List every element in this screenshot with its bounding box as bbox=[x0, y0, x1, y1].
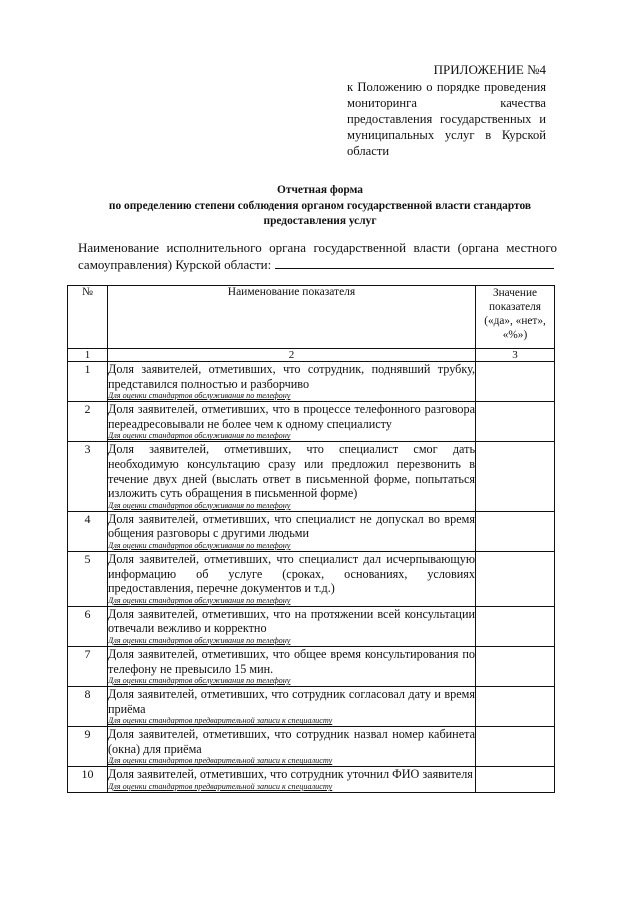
table-row bbox=[68, 606, 555, 646]
table-row bbox=[68, 402, 555, 442]
table-row bbox=[68, 646, 555, 686]
indicators-table bbox=[67, 285, 555, 793]
row-description bbox=[108, 606, 476, 646]
header-value: Значение показателя («да», «нет», «%») bbox=[476, 286, 555, 349]
row-indicator-text: Доля заявителей, отметивших, что специалист смог дать необходимую консультацию сразу или предложил перезвонить в течение двух дней (выслать ответ в письменной форме, попытаться изложить суть обращения в письменной форме) bbox=[108, 442, 475, 501]
table-row bbox=[68, 687, 555, 727]
row-number: 1 bbox=[68, 362, 108, 402]
row-indicator-text: Доля заявителей, отметивших, что специалист дал исчерпывающую информацию об услуге (сроках, основаниях, условиях предоставления, перечне документов и т.д.) bbox=[108, 551, 475, 596]
appendix-title: ПРИЛОЖЕНИЕ №4 bbox=[433, 62, 546, 77]
table-row bbox=[68, 767, 555, 793]
row-indicator-text: Доля заявителей, отметивших, что сотрудник уточнил ФИО заявителя bbox=[108, 767, 473, 782]
appendix-text: к Положению о порядке проведения мониторинга качества предоставления государственных и муниципальных услуг в Курской области bbox=[347, 80, 546, 158]
org-name-blank[interactable] bbox=[275, 256, 554, 269]
row-number: 5 bbox=[68, 551, 108, 606]
org-name-field bbox=[78, 239, 557, 273]
table-header-row bbox=[68, 286, 555, 349]
row-description bbox=[108, 687, 476, 727]
column-number-row bbox=[68, 349, 555, 362]
row-number: 7 bbox=[68, 646, 108, 686]
org-name-label-2: самоуправления) Курской области: bbox=[78, 257, 272, 272]
row-description bbox=[108, 511, 476, 551]
header-name: Наименование показателя bbox=[108, 286, 476, 349]
row-value-cell[interactable] bbox=[476, 551, 555, 606]
row-value-cell[interactable] bbox=[476, 606, 555, 646]
row-description bbox=[108, 551, 476, 606]
row-number: 10 bbox=[68, 767, 108, 793]
row-number: 8 bbox=[68, 687, 108, 727]
row-indicator-text: Доля заявителей, отметивших, что сотрудник назвал номер кабинета (окна) для приёма bbox=[108, 727, 475, 756]
row-note: Для оценки стандартов обслуживания по телефону bbox=[108, 391, 291, 401]
table-row bbox=[68, 511, 555, 551]
row-number: 6 bbox=[68, 606, 108, 646]
row-value-cell[interactable] bbox=[476, 646, 555, 686]
form-title-line-1: Отчетная форма bbox=[277, 184, 363, 196]
row-note: Для оценки стандартов обслуживания по телефону bbox=[108, 635, 291, 645]
col-number-3: 3 bbox=[476, 349, 555, 362]
row-note: Для оценки стандартов предварительной записи к специалисту bbox=[108, 756, 333, 766]
row-note: Для оценки стандартов обслуживания по телефону bbox=[108, 431, 291, 441]
table-row bbox=[68, 442, 555, 511]
row-value-cell[interactable] bbox=[476, 511, 555, 551]
row-note: Для оценки стандартов обслуживания по телефону bbox=[108, 540, 291, 550]
row-value-cell[interactable] bbox=[476, 727, 555, 767]
row-value-cell[interactable] bbox=[476, 442, 555, 511]
row-value-cell[interactable] bbox=[476, 402, 555, 442]
row-value-cell[interactable] bbox=[476, 687, 555, 727]
row-note: Для оценки стандартов обслуживания по телефону bbox=[108, 500, 291, 510]
header-num: № bbox=[68, 286, 108, 349]
col-number-1: 1 bbox=[68, 349, 108, 362]
row-note: Для оценки стандартов обслуживания по телефону bbox=[108, 595, 291, 605]
form-title-line-2: по определению степени соблюдения органом государственной власти стандартов bbox=[108, 199, 532, 212]
row-value-cell[interactable] bbox=[476, 767, 555, 793]
table-row bbox=[68, 362, 555, 402]
row-description bbox=[108, 727, 476, 767]
form-title-line-3: предоставления услуг bbox=[263, 215, 377, 227]
row-note: Для оценки стандартов обслуживания по телефону bbox=[108, 676, 291, 686]
row-indicator-text: Доля заявителей, отметивших, что на протяжении всей консультации отвечали вежливо и корректно bbox=[108, 606, 475, 636]
col-number-2: 2 bbox=[108, 349, 476, 362]
row-description bbox=[108, 442, 476, 511]
row-indicator-text: Доля заявителей, отметивших, что общее время консультирования по телефону не превысило 15 мин. bbox=[108, 646, 475, 676]
row-indicator-text: Доля заявителей, отметивших, что специалист не допускал во время общения разговоры с другими людьми bbox=[108, 511, 475, 541]
form-title bbox=[60, 183, 580, 230]
row-value-cell[interactable] bbox=[476, 362, 555, 402]
table-row bbox=[68, 727, 555, 767]
appendix-block bbox=[347, 62, 546, 159]
row-note: Для оценки стандартов предварительной записи к специалисту bbox=[108, 782, 333, 792]
row-indicator-text: Доля заявителей, отметивших, что сотрудник, поднявший трубку, представился полностью и разборчиво bbox=[108, 362, 475, 391]
row-indicator-text: Доля заявителей, отметивших, что сотрудник согласовал дату и время приёма bbox=[108, 687, 475, 716]
row-description bbox=[108, 646, 476, 686]
row-description bbox=[108, 767, 476, 793]
row-description bbox=[108, 362, 476, 402]
row-description bbox=[108, 402, 476, 442]
row-number: 3 bbox=[68, 442, 108, 511]
row-number: 2 bbox=[68, 402, 108, 442]
table-row bbox=[68, 551, 555, 606]
row-indicator-text: Доля заявителей, отметивших, что в процессе телефонного разговора переадресовывали не более чем к одному специалисту bbox=[108, 402, 475, 431]
org-name-label-1: Наименование исполнительного органа государственной власти (органа местного bbox=[78, 240, 557, 255]
row-note: Для оценки стандартов предварительной записи к специалисту bbox=[108, 716, 333, 726]
row-number: 4 bbox=[68, 511, 108, 551]
row-number: 9 bbox=[68, 727, 108, 767]
